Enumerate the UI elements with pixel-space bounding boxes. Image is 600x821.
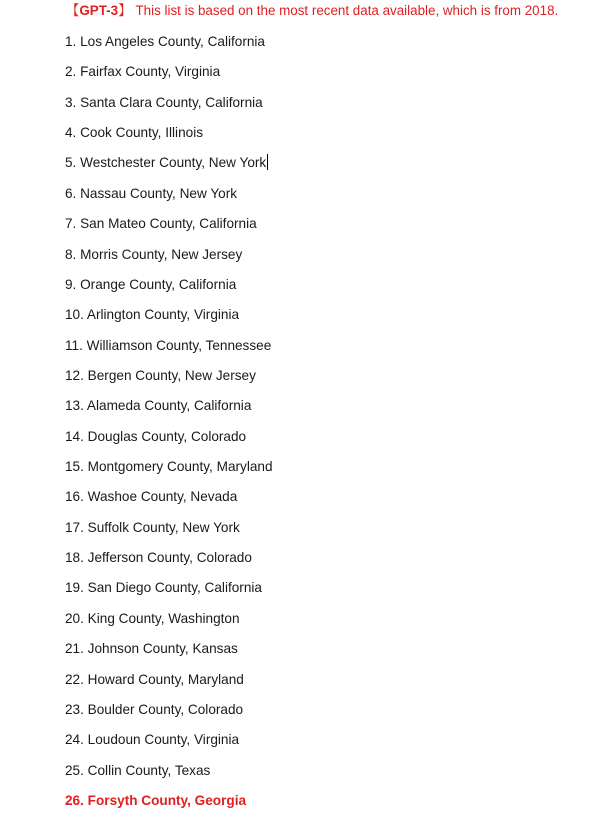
document-header xyxy=(0,0,600,26)
list-item: 20. King County, Washington xyxy=(65,610,240,626)
list-item: 8. Morris County, New Jersey xyxy=(65,246,243,262)
list-item: 19. San Diego County, California xyxy=(65,580,262,596)
list-item: 9. Orange County, California xyxy=(65,276,237,292)
list-item: 7. San Mateo County, California xyxy=(65,216,257,232)
list-item: 22. Howard County, Maryland xyxy=(65,671,244,687)
list-item: 23. Boulder County, Colorado xyxy=(65,701,244,717)
list-item: 14. Douglas County, Colorado xyxy=(65,428,247,444)
list-item-text: 5. Westchester County, New York xyxy=(65,155,267,171)
list-item: 13. Alameda County, California xyxy=(65,398,252,414)
county-list xyxy=(65,31,273,820)
list-item: 24. Loudoun County, Virginia xyxy=(65,732,240,748)
list-item: 6. Nassau County, New York xyxy=(65,185,238,201)
text-cursor xyxy=(267,154,268,170)
list-item: 2. Fairfax County, Virginia xyxy=(65,64,221,80)
list-item: 17. Suffolk County, New York xyxy=(65,519,240,535)
list-item: 12. Bergen County, New Jersey xyxy=(65,367,256,383)
header-line xyxy=(66,0,558,22)
list-item: 15. Montgomery County, Maryland xyxy=(65,459,273,475)
list-item: 21. Johnson County, Kansas xyxy=(65,641,238,657)
list-item-highlighted: 26. Forsyth County, Georgia xyxy=(65,792,247,808)
list-item: 16. Washoe County, Nevada xyxy=(65,489,238,505)
list-item: 4. Cook County, Illinois xyxy=(65,125,204,141)
header-open-bracket: 【 xyxy=(66,3,80,18)
list-item: 10. Arlington County, Virginia xyxy=(65,307,240,323)
list-item: 1. Los Angeles County, California xyxy=(65,34,265,49)
list-item-with-cursor[interactable] xyxy=(65,152,273,182)
header-message: This list is based on the most recent data available, which is from 2018. xyxy=(135,3,559,18)
list-item: 11. Williamson County, Tennessee xyxy=(65,337,272,353)
list-item: 18. Jefferson County, Colorado xyxy=(65,550,252,566)
header-close-bracket: 】 xyxy=(118,3,132,18)
list-item: 3. Santa Clara County, California xyxy=(65,94,263,110)
header-model-tag: GPT-3 xyxy=(79,3,119,18)
list-item: 25. Collin County, Texas xyxy=(65,762,211,778)
